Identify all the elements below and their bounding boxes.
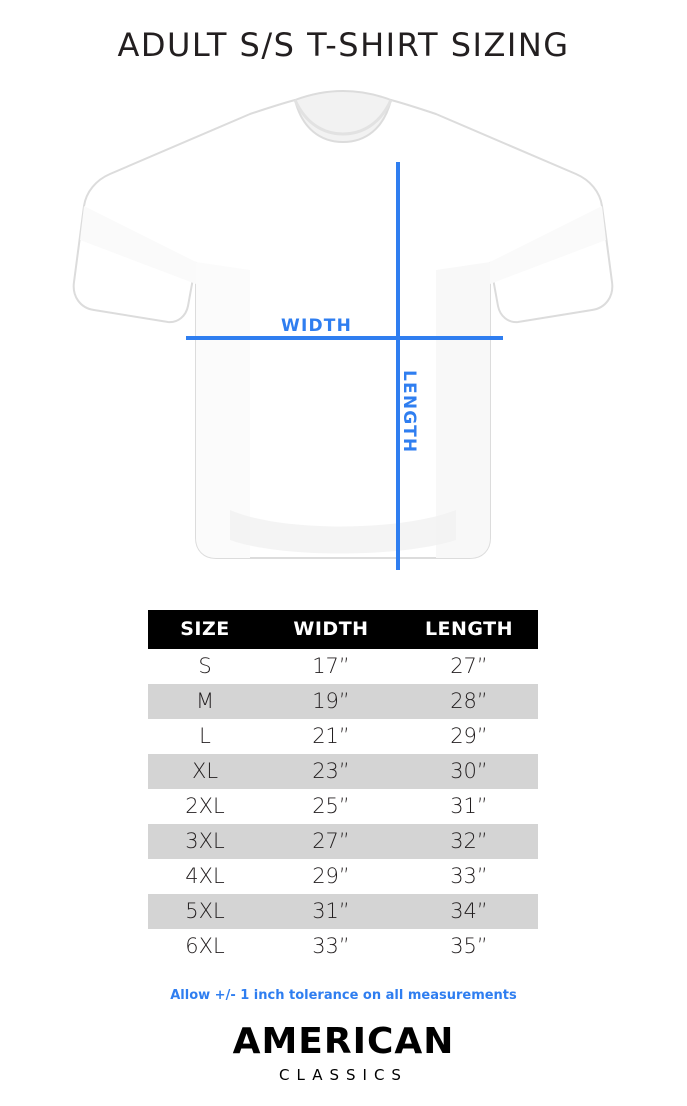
table-row	[148, 929, 538, 964]
table-row	[148, 789, 538, 824]
cell-size: XL	[148, 754, 262, 789]
length-label: LENGTH	[399, 370, 419, 454]
brand-logo	[0, 1021, 687, 1084]
table-header-row	[148, 610, 538, 649]
cell-length: 33”	[400, 859, 538, 894]
brand-name: AMERICAN	[232, 1021, 455, 1062]
cell-size: 3XL	[148, 824, 262, 859]
table-row	[148, 719, 538, 754]
page-title: ADULT S/S T-SHIRT SIZING	[117, 26, 570, 64]
cell-size: L	[148, 719, 262, 754]
width-label: WIDTH	[281, 316, 353, 336]
table-row	[148, 824, 538, 859]
cell-size: 4XL	[148, 859, 262, 894]
cell-size: 2XL	[148, 789, 262, 824]
cell-width: 31”	[262, 894, 400, 929]
table-row	[148, 649, 538, 684]
column-header-length: LENGTH	[400, 610, 538, 649]
cell-length: 34”	[400, 894, 538, 929]
column-header-width: WIDTH	[262, 610, 400, 649]
cell-length: 35”	[400, 929, 538, 964]
cell-size: S	[148, 649, 262, 684]
cell-width: 21”	[262, 719, 400, 754]
size-table	[148, 610, 538, 964]
cell-width: 19”	[262, 684, 400, 719]
cell-length: 30”	[400, 754, 538, 789]
cell-length: 28”	[400, 684, 538, 719]
cell-length: 32”	[400, 824, 538, 859]
cell-length: 31”	[400, 789, 538, 824]
cell-width: 17”	[262, 649, 400, 684]
tolerance-note: Allow +/- 1 inch tolerance on all measurements	[170, 988, 517, 1003]
size-chart-page	[0, 26, 687, 1106]
cell-size: 6XL	[148, 929, 262, 964]
shirt-diagram	[0, 70, 687, 570]
table-row	[148, 859, 538, 894]
cell-width: 25”	[262, 789, 400, 824]
cell-width: 27”	[262, 824, 400, 859]
cell-width: 23”	[262, 754, 400, 789]
size-table-container	[148, 610, 538, 964]
table-row	[148, 894, 538, 929]
brand-subtitle: CLASSICS	[279, 1066, 408, 1084]
cell-length: 29”	[400, 719, 538, 754]
table-row	[148, 754, 538, 789]
cell-length: 27”	[400, 649, 538, 684]
table-row	[148, 684, 538, 719]
cell-size: M	[148, 684, 262, 719]
cell-size: 5XL	[148, 894, 262, 929]
cell-width: 33”	[262, 929, 400, 964]
cell-width: 29”	[262, 859, 400, 894]
column-header-size: SIZE	[148, 610, 262, 649]
